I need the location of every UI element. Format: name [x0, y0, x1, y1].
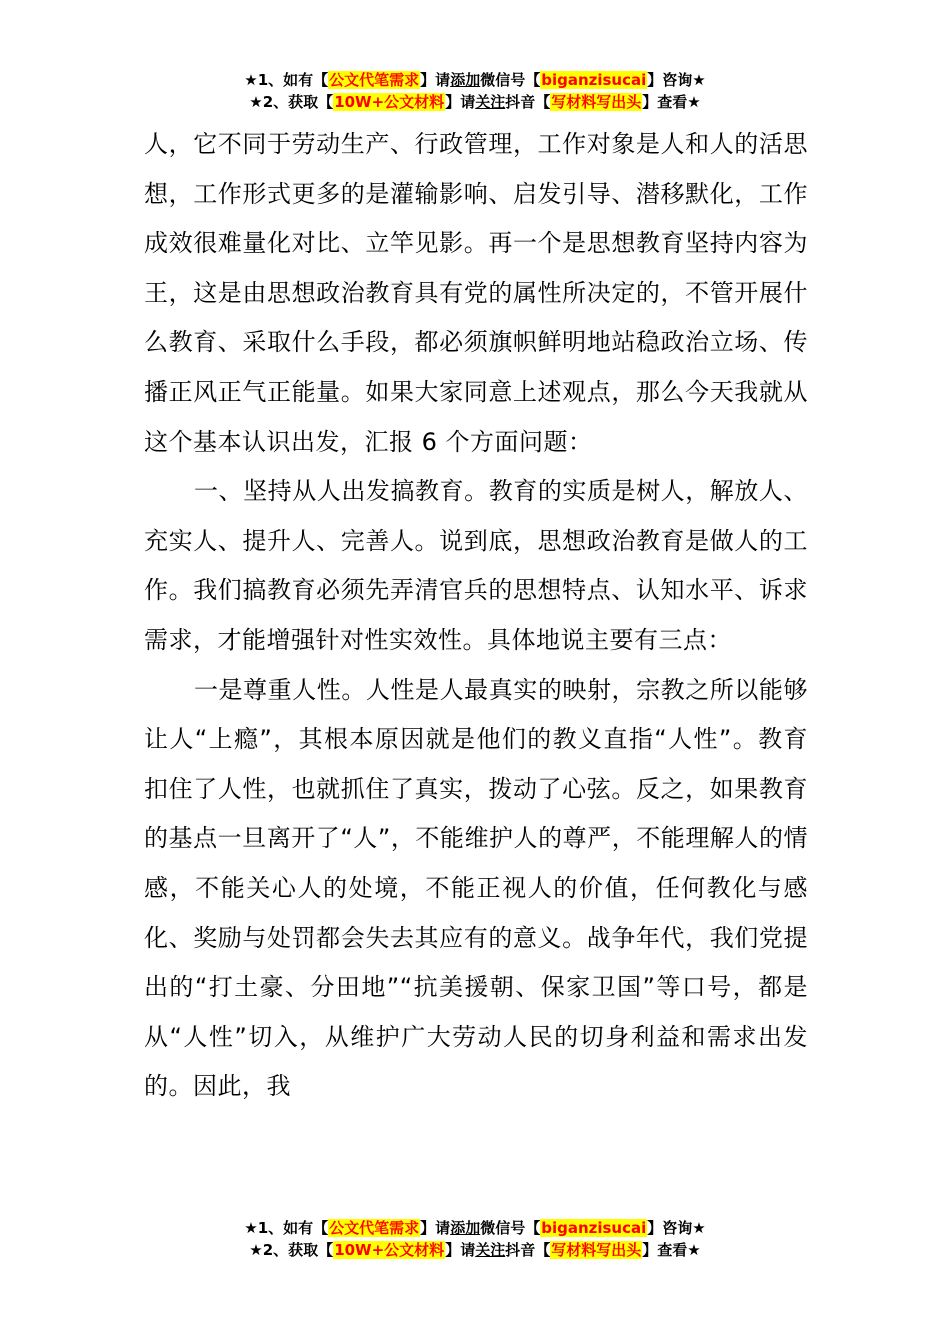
banner-text: ★1、如有【 — [244, 1219, 329, 1237]
highlight-text: 公文代笔需求 — [329, 1219, 420, 1237]
emphasis-text: 添加 — [450, 1219, 481, 1237]
banner-text: ★2、获取【 — [249, 93, 334, 111]
banner-text: 微信号【 — [480, 71, 541, 89]
banner-text: 】咨询★ — [647, 71, 706, 89]
banner-text: 微信号【 — [480, 1219, 541, 1237]
banner-text: 】请 — [420, 71, 451, 89]
paragraph: 一、坚持从人出发搞教育。教育的实质是树人，解放人、充实人、提升人、完善人。说到底，思想政治教育是做人的工作。我们搞教育必须先弄清官兵的思想特点、认知水平、诉求需求，才能增强针对性实效性。具体地说主要有三点： — [144, 477, 808, 654]
banner-line-2 — [0, 1239, 950, 1261]
wechat-id: biganzisucai — [541, 71, 647, 89]
douyin-account: 写材料写出头 — [551, 93, 642, 111]
paragraph: 一是尊重人性。人性是人最真实的映射，宗教之所以能够让人“上瘾”，其根本原因就是他们的教义直指“人性”。教育扣住了人性，也就抓住了真实，拨动了心弦。反之，如果教育的基点一旦离开了“人”，不能维护人的尊严，不能理解人的情感，不能关心人的处境，不能正视人的价值，任何教化与感化、奖励与处罚都会失去其应有的意义。战争年代，我们党提出的“打土豪、分田地”“抗美援朝、保家卫国”等口号，都是从“人性”切入，从维护广大劳动人民的切身利益和需求出发的。因此，我 — [144, 675, 808, 1101]
douyin-account: 写材料写出头 — [551, 1241, 642, 1259]
document-body — [144, 120, 808, 1112]
footer-banner — [0, 1217, 950, 1261]
highlight-text: 10W+公文材料 — [334, 93, 445, 111]
emphasis-text: 关注 — [475, 93, 506, 111]
highlight-text: 10W+公文材料 — [334, 1241, 445, 1259]
header-banner — [0, 69, 950, 113]
banner-text: 】咨询★ — [647, 1219, 706, 1237]
emphasis-text: 添加 — [450, 71, 481, 89]
banner-line-1 — [0, 1217, 950, 1239]
banner-text: ★2、获取【 — [249, 1241, 334, 1259]
wechat-id: biganzisucai — [541, 1219, 647, 1237]
highlight-text: 公文代笔需求 — [329, 71, 420, 89]
banner-line-2 — [0, 91, 950, 113]
emphasis-text: 关注 — [475, 1241, 506, 1259]
banner-text: 抖音【 — [505, 93, 551, 111]
banner-text: ★1、如有【 — [244, 71, 329, 89]
banner-text: 】请 — [445, 93, 476, 111]
banner-text: 抖音【 — [505, 1241, 551, 1259]
banner-text: 】请 — [420, 1219, 451, 1237]
paragraph: 人，它不同于劳动生产、行政管理，工作对象是人和人的活思想，工作形式更多的是灌输影响、启发引导、潜移默化，工作成效很难量化对比、立竿见影。再一个是思想教育坚持内容为王，这是由思想政治教育具有党的属性所决定的，不管开展什么教育、采取什么手段，都必须旗帜鲜明地站稳政治立场、传播正风正气正能量。如果大家同意上述观点，那么今天我就从这个基本认识出发，汇报 6 个方面问题： — [144, 130, 808, 456]
banner-line-1 — [0, 69, 950, 91]
banner-text: 】查看★ — [642, 1241, 701, 1259]
banner-text: 】请 — [445, 1241, 476, 1259]
banner-text: 】查看★ — [642, 93, 701, 111]
